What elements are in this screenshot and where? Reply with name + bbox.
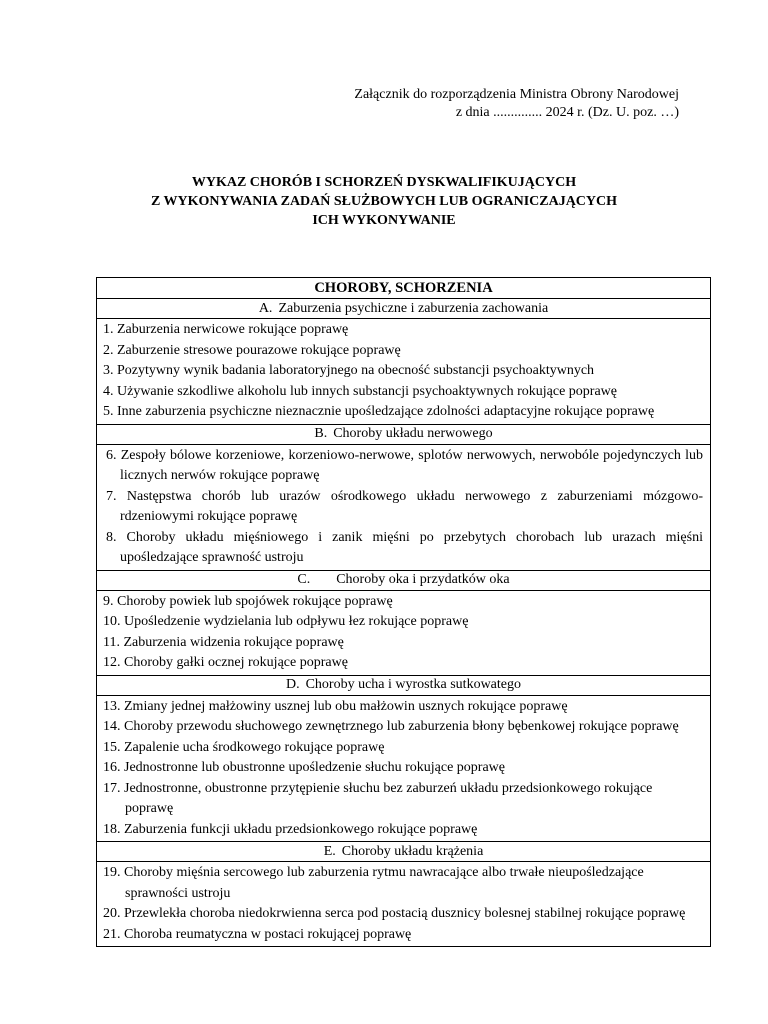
list-item: 7. Następstwa chorób lub urazów ośrodkowego układu nerwowego z zaburzeniami mózgowo-rdzeniowymi rokujące poprawę <box>106 488 703 524</box>
section-heading-b <box>97 424 711 444</box>
list-item: 5. Inne zaburzenia psychiczne nieznacznie upośledzające zdolności adaptacyjne rokujące poprawę <box>103 404 655 419</box>
list-item: 1. Zaburzenia nerwicowe rokujące poprawę <box>103 322 349 337</box>
section-heading-a <box>97 299 711 319</box>
list-item: 17. Jednostronne, obustronne przytępienie słuchu bez zaburzeń układu przedsionkowego rokujące poprawę <box>103 780 653 816</box>
section-title: Choroby ucha i wyrostka sutkowatego <box>305 677 522 692</box>
section-items-d <box>97 695 711 842</box>
section-row-c <box>97 570 711 590</box>
section-letter: D. <box>285 677 300 692</box>
list-item: 6. Zespoły bólowe korzeniowe, korzeniowo-nerwowe, splotów nerwowych, nerwobóle pojedynczych lub licznych nerwów rokujące poprawę <box>106 447 703 483</box>
section-heading-e <box>97 842 711 862</box>
list-item: 10. Upośledzenie wydzielania lub odpływu łez rokujące poprawę <box>103 614 469 629</box>
list-item: 13. Zmiany jednej małżowiny usznej lub obu małżowin usznych rokujące poprawę <box>103 698 568 714</box>
section-title: Zaburzenia psychiczne i zaburzenia zachowania <box>278 300 549 316</box>
section-row-d <box>97 675 711 695</box>
list-item: 14. Choroby przewodu słuchowego zewnętrznego lub zaburzenia błony bębenkowej rokujące poprawę <box>103 719 679 734</box>
section-letter: A. <box>258 300 273 316</box>
list-item: 21. Choroba reumatyczna w postaci rokującej poprawę <box>103 926 412 942</box>
section-items-b <box>97 444 711 570</box>
section-row-b <box>97 424 711 444</box>
table-header-row <box>97 278 711 299</box>
document-title-line-1: WYKAZ CHORÓB I SCHORZEŃ DYSKWALIFIKUJĄCYCH <box>191 175 577 190</box>
section-letter: B. <box>314 426 328 441</box>
document-title-line-2: Z WYKONYWANIA ZADAŃ SŁUŻBOWYCH LUB OGRANICZAJĄCYCH <box>150 194 618 209</box>
diseases-table <box>96 277 711 947</box>
list-item: 12. Choroby gałki ocznej rokujące poprawę <box>103 655 348 670</box>
attachment-note-line-1: Załącznik do rozporządzenia Ministra Obrony Narodowej <box>354 87 679 102</box>
list-item: 19. Choroby mięśnia sercowego lub zaburzenia rytmu nawracające albo trwałe nieupośledzające sprawności ustroju <box>103 865 644 901</box>
section-heading-c <box>97 570 711 590</box>
section-letter: E. <box>323 843 336 859</box>
list-item: 2. Zaburzenie stresowe pourazowe rokujące poprawę <box>103 342 401 358</box>
attachment-note-line-2: z dnia .............. 2024 r. (Dz. U. poz. …) <box>455 105 679 120</box>
section-letter: C. <box>297 572 311 587</box>
section-row-e <box>97 842 711 862</box>
document-title-line-3: ICH WYKONYWANIE <box>312 213 456 228</box>
section-title: Choroby oka i przydatków oka <box>336 572 510 587</box>
list-item: 4. Używanie szkodliwe alkoholu lub innych substancji psychoaktywnych rokujące poprawę <box>103 383 617 399</box>
section-items-e <box>97 862 711 947</box>
list-item: 15. Zapalenie ucha środkowego rokujące poprawę <box>103 739 385 755</box>
section-items-c <box>97 590 711 675</box>
section-title: Choroby układu krążenia <box>341 843 484 859</box>
section-row-a <box>97 299 711 319</box>
list-item: 20. Przewlekła choroba niedokrwienna serca pod postacią dusznicy bolesnej stabilnej rokujące poprawę <box>103 906 686 921</box>
list-item: 16. Jednostronne lub obustronne upośledzenie słuchu rokujące poprawę <box>103 760 506 775</box>
attachment-note <box>354 86 679 122</box>
list-item: 11. Zaburzenia widzenia rokujące poprawę <box>103 634 344 650</box>
section-heading-d <box>97 675 711 695</box>
list-item: 8. Choroby układu mięśniowego i zanik mięśni po przebytych chorobach lub urazach mięśni upośledzające sprawność ustroju <box>106 529 703 565</box>
list-item: 18. Zaburzenia funkcji układu przedsionkowego rokujące poprawę <box>103 821 478 837</box>
section-items-a <box>97 319 711 425</box>
list-item: 9. Choroby powiek lub spojówek rokujące poprawę <box>103 593 393 609</box>
section-title: Choroby układu nerwowego <box>333 426 493 441</box>
list-item: 3. Pozytywny wynik badania laboratoryjnego na obecność substancji psychoaktywnych <box>103 363 595 378</box>
table-header: CHOROBY, SCHORZENIA <box>97 278 711 299</box>
document-title <box>0 173 768 230</box>
